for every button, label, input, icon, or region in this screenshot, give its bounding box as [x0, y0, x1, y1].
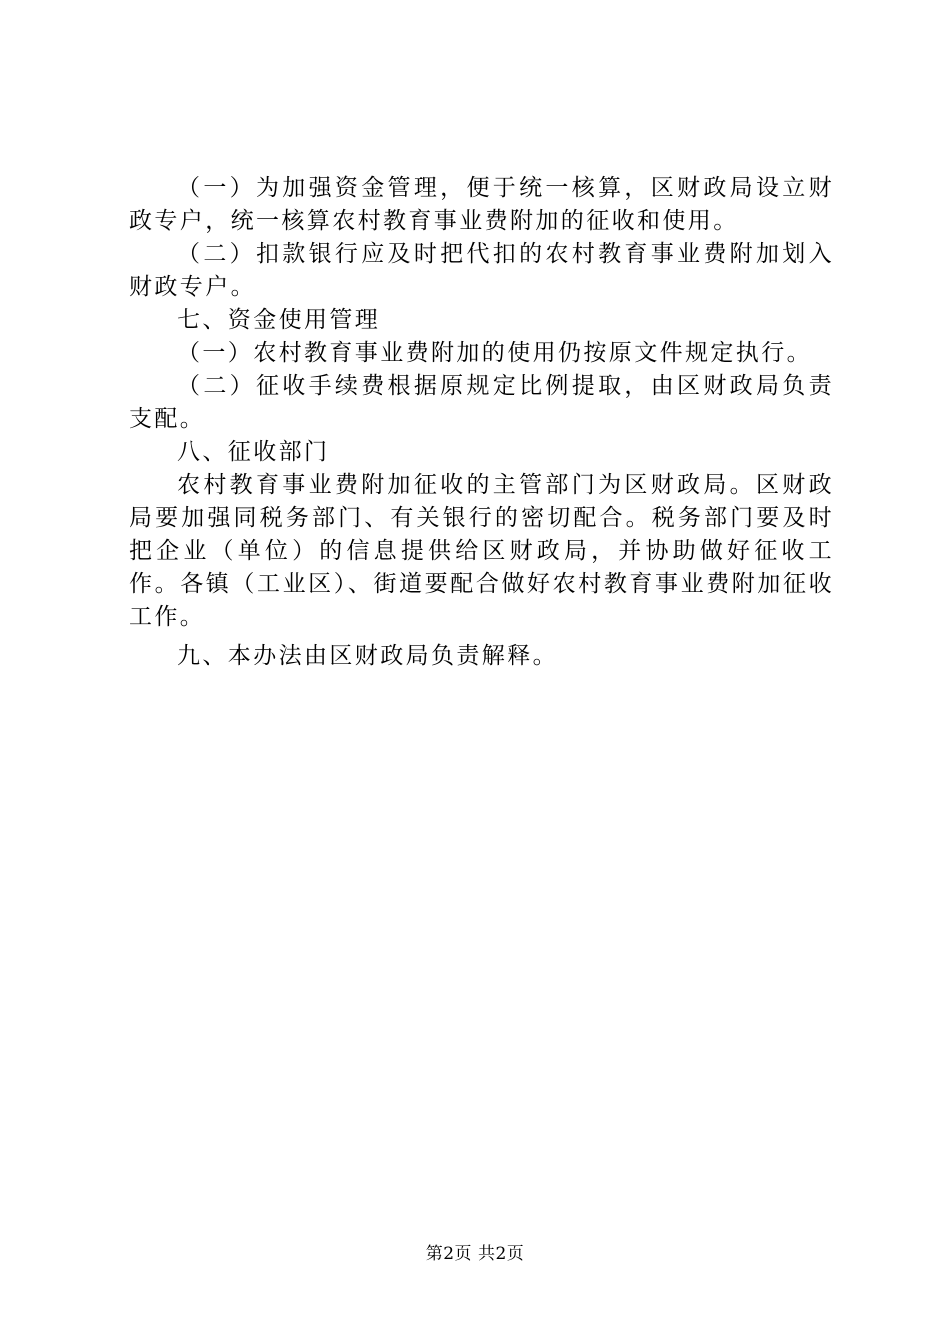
section-heading-collection-dept: 八、征收部门 [177, 439, 330, 465]
document-body [129, 172, 834, 673]
paragraph-bank-transfer: （二）扣款银行应及时把代扣的农村教育事业费附加划入财政专户。 [129, 241, 834, 300]
page-footer [0, 1243, 950, 1265]
paragraph-usage-rules: （一）农村教育事业费附加的使用仍按原文件规定执行。 [177, 340, 812, 366]
page-number-label: 第2页 共2页 [425, 1244, 525, 1264]
section-heading-fund-usage: 七、资金使用管理 [177, 307, 381, 333]
section-heading-interpretation: 九、本办法由区财政局负责解释。 [177, 643, 558, 669]
paragraph-handling-fee: （二）征收手续费根据原规定比例提取，由区财政局负责支配。 [129, 373, 834, 432]
paragraph-fund-management: （一）为加强资金管理，便于统一核算，区财政局设立财政专户，统一核算农村教育事业费附加的征收和使用。 [129, 175, 834, 234]
paragraph-collection-dept: 农村教育事业费附加征收的主管部门为区财政局。区财政局要加强同税务部门、有关银行的密切配合。税务部门要及时把企业（单位）的信息提供给区财政局，并协助做好征收工作。各镇（工业区）、街道要配合做好农村教育事业费附加征收工作。 [129, 472, 834, 630]
